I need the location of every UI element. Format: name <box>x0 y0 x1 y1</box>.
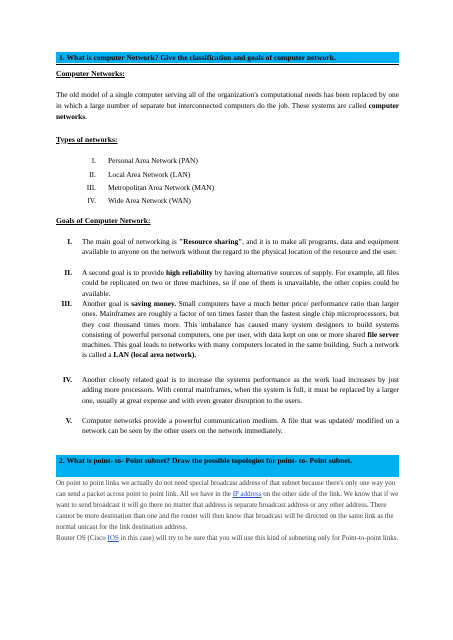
goal-bold: LAN (local area network). <box>113 350 197 360</box>
goal-text-part: The main goal of networking is <box>82 237 179 246</box>
goal-item <box>56 299 399 375</box>
goal-item <box>56 268 399 299</box>
goals-heading: Goals of Computer Network: <box>56 216 151 225</box>
list-text: Local Area Network (LAN) <box>108 170 191 179</box>
answer-text: on the other side of the link. We know that if we want to send broadcast it will go there no matter that address is separate broadcast address or any other address. There cannot be more destination than one and the router will then know that broadcast will be directed on the same link as the normal unicast for the link destination address. <box>56 490 399 532</box>
computer-networks-heading: Computer Networks: <box>56 69 125 78</box>
goal-bold: file server <box>367 329 399 339</box>
answer-text: On point to point links we actually do not need special broadcast address of that subnet because there's only one way you can send a packet across point to point link. All we have in the <box>56 479 396 499</box>
answer-text: Router OS (Cisco <box>56 534 108 543</box>
goal-bold: "Resource sharing" <box>179 237 243 246</box>
question-2-text: 2. What is point- to- Point subnet? Draw the possible topologies for point- to- Point subnet. <box>59 456 353 465</box>
ios-link[interactable]: IOS <box>107 534 119 543</box>
answer-paragraph <box>56 478 401 533</box>
bold-term: computer networks <box>56 101 399 122</box>
answer-text: in this case) will try to be sure that you will use this kind of subneting only for Point-to-point links. <box>118 534 399 543</box>
divider <box>56 64 399 65</box>
goal-text <box>82 237 399 258</box>
answer-paragraph <box>56 533 401 544</box>
goal-text: Another closely related goal is to increase the systems performance as the work load increases by just adding more processors. With central mainframes, when the system is full, it must be replaced by a larger one, usually at great expense and with even greater disruption to the users. <box>82 375 399 405</box>
goal-bold: saving money. <box>131 299 177 308</box>
goal-text <box>82 299 399 361</box>
goal-text: Computer networks provide a powerful communication medium. A file that was updated/ modified on a network can be seen by the other users on the network immediately. <box>82 416 399 436</box>
list-number: III. <box>86 183 96 192</box>
question-1-text: 1. What is computer Network? Give the classification and goals of computer network. <box>59 53 336 62</box>
goal-text <box>82 268 399 299</box>
paragraph-text: The old model of a single computer serving all of the organization's computational needs has been replaced by one in which a large number of separate but interconnected computers do the job. These systems are called <box>56 90 399 111</box>
list-number: IV. <box>87 196 96 205</box>
goal-bold: high reliability <box>165 268 213 277</box>
ip-address-link[interactable]: IP address <box>232 490 262 499</box>
goal-number: IV. <box>62 375 72 384</box>
goal-number: I. <box>67 237 72 246</box>
goal-number: III. <box>61 299 72 308</box>
question-1-heading <box>56 52 399 63</box>
goal-item <box>56 375 399 417</box>
types-heading: Types of networks: <box>56 135 118 144</box>
computer-networks-paragraph <box>56 89 399 122</box>
goal-text-part: Small computers have a much better price/ performance ratio than larger ones. Mainframes are roughly a factor of ten times faster than the fastest single chip microprocessors, but they cost thousand times more. This imbalance has caused many system designers to build systems consisting of powerful personal computers, one per user, with data kept on one or more shared <box>82 299 399 339</box>
list-number: I. <box>91 156 96 165</box>
goal-text-part: A second goal is to provide <box>82 268 166 277</box>
goal-text-part: by having alternative sources of supply. For example, all files could be replicated on two or three machines, so if one of them is unavailable, the other copies could be available. <box>82 268 399 298</box>
list-number: II. <box>89 170 96 179</box>
goal-text-part: Another goal is <box>82 299 132 308</box>
question-2-answer <box>56 478 401 545</box>
goal-item <box>56 416 399 447</box>
list-text: Metropolitan Area Network (MAN) <box>108 183 215 192</box>
goal-item <box>56 237 399 268</box>
goal-text-part: , and it is to make all programs, data and equipment available to anyone on the network without the regard to the physical location of the resource and the user. <box>82 237 399 257</box>
goal-number: V. <box>65 416 72 425</box>
list-text: Personal Area Network (PAN) <box>108 156 198 165</box>
goal-number: II. <box>64 268 72 277</box>
list-text: Wide Area Network (WAN) <box>108 196 191 205</box>
paragraph-end: . <box>85 112 88 122</box>
goal-text-part: machines. This goal leads to networks with many computers located in the same building. Such a network is called a <box>82 340 399 360</box>
question-2-heading <box>56 455 399 477</box>
